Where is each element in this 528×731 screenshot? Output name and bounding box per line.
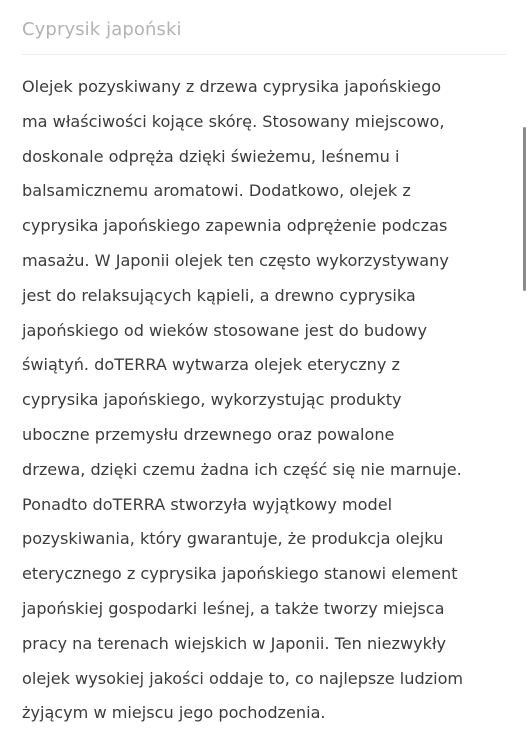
description-line: cyprysika japońskiego, wykorzystując produkty bbox=[22, 390, 402, 410]
description-line: olejek wysokiej jakości oddaje to, co najlepsze ludziom bbox=[22, 668, 464, 688]
description-line: doskonale odpręża dzięki świeżemu, leśnemu i bbox=[22, 146, 400, 166]
description-text bbox=[22, 70, 517, 731]
description-line: uboczne przemysłu drzewnego oraz powalone bbox=[22, 424, 395, 444]
description-line: eterycznego z cyprysika japońskiego stanowi element bbox=[22, 564, 458, 584]
description-line: Olejek pozyskiwany z drzewa cyprysika japońskiego bbox=[22, 77, 442, 96]
section-title: Cyprysik japoński bbox=[22, 19, 182, 40]
description-line: japońskiego od wieków stosowane jest do budowy bbox=[22, 320, 427, 340]
description-line: świątyń. doTERRA wytwarza olejek eteryczny z bbox=[22, 355, 400, 375]
description-line: japońskiej gospodarki leśnej, a także tworzy miejsca bbox=[22, 598, 445, 618]
description-line: Ponadto doTERRA stworzyła wyjątkowy model bbox=[22, 494, 393, 514]
section-header bbox=[0, 0, 528, 54]
description-line: drzewa, dzięki czemu żadna ich część się nie marnuje. bbox=[22, 459, 462, 479]
description-line: ma właściwości kojące skórę. Stosowany miejscowo, bbox=[22, 111, 445, 131]
description-line: żyjącym w miejscu jego pochodzenia. bbox=[22, 703, 326, 723]
description-line: cyprysika japońskiego zapewnia odprężenie podczas bbox=[22, 216, 448, 236]
title-divider bbox=[22, 54, 506, 55]
scrollbar-thumb[interactable] bbox=[523, 127, 526, 291]
description-line: balsamicznemu aromatowi. Dodatkowo, olejek z bbox=[22, 181, 411, 201]
description-line: jest do relaksujących kąpieli, a drewno cyprysika bbox=[22, 285, 416, 305]
description-line: pracy na terenach wiejskich w Japonii. Ten niezwykły bbox=[22, 633, 447, 653]
description-line: pozyskiwania, który gwarantuje, że produkcja olejku bbox=[22, 529, 444, 549]
description-line: masażu. W Japonii olejek ten często wykorzystywany bbox=[22, 250, 449, 270]
